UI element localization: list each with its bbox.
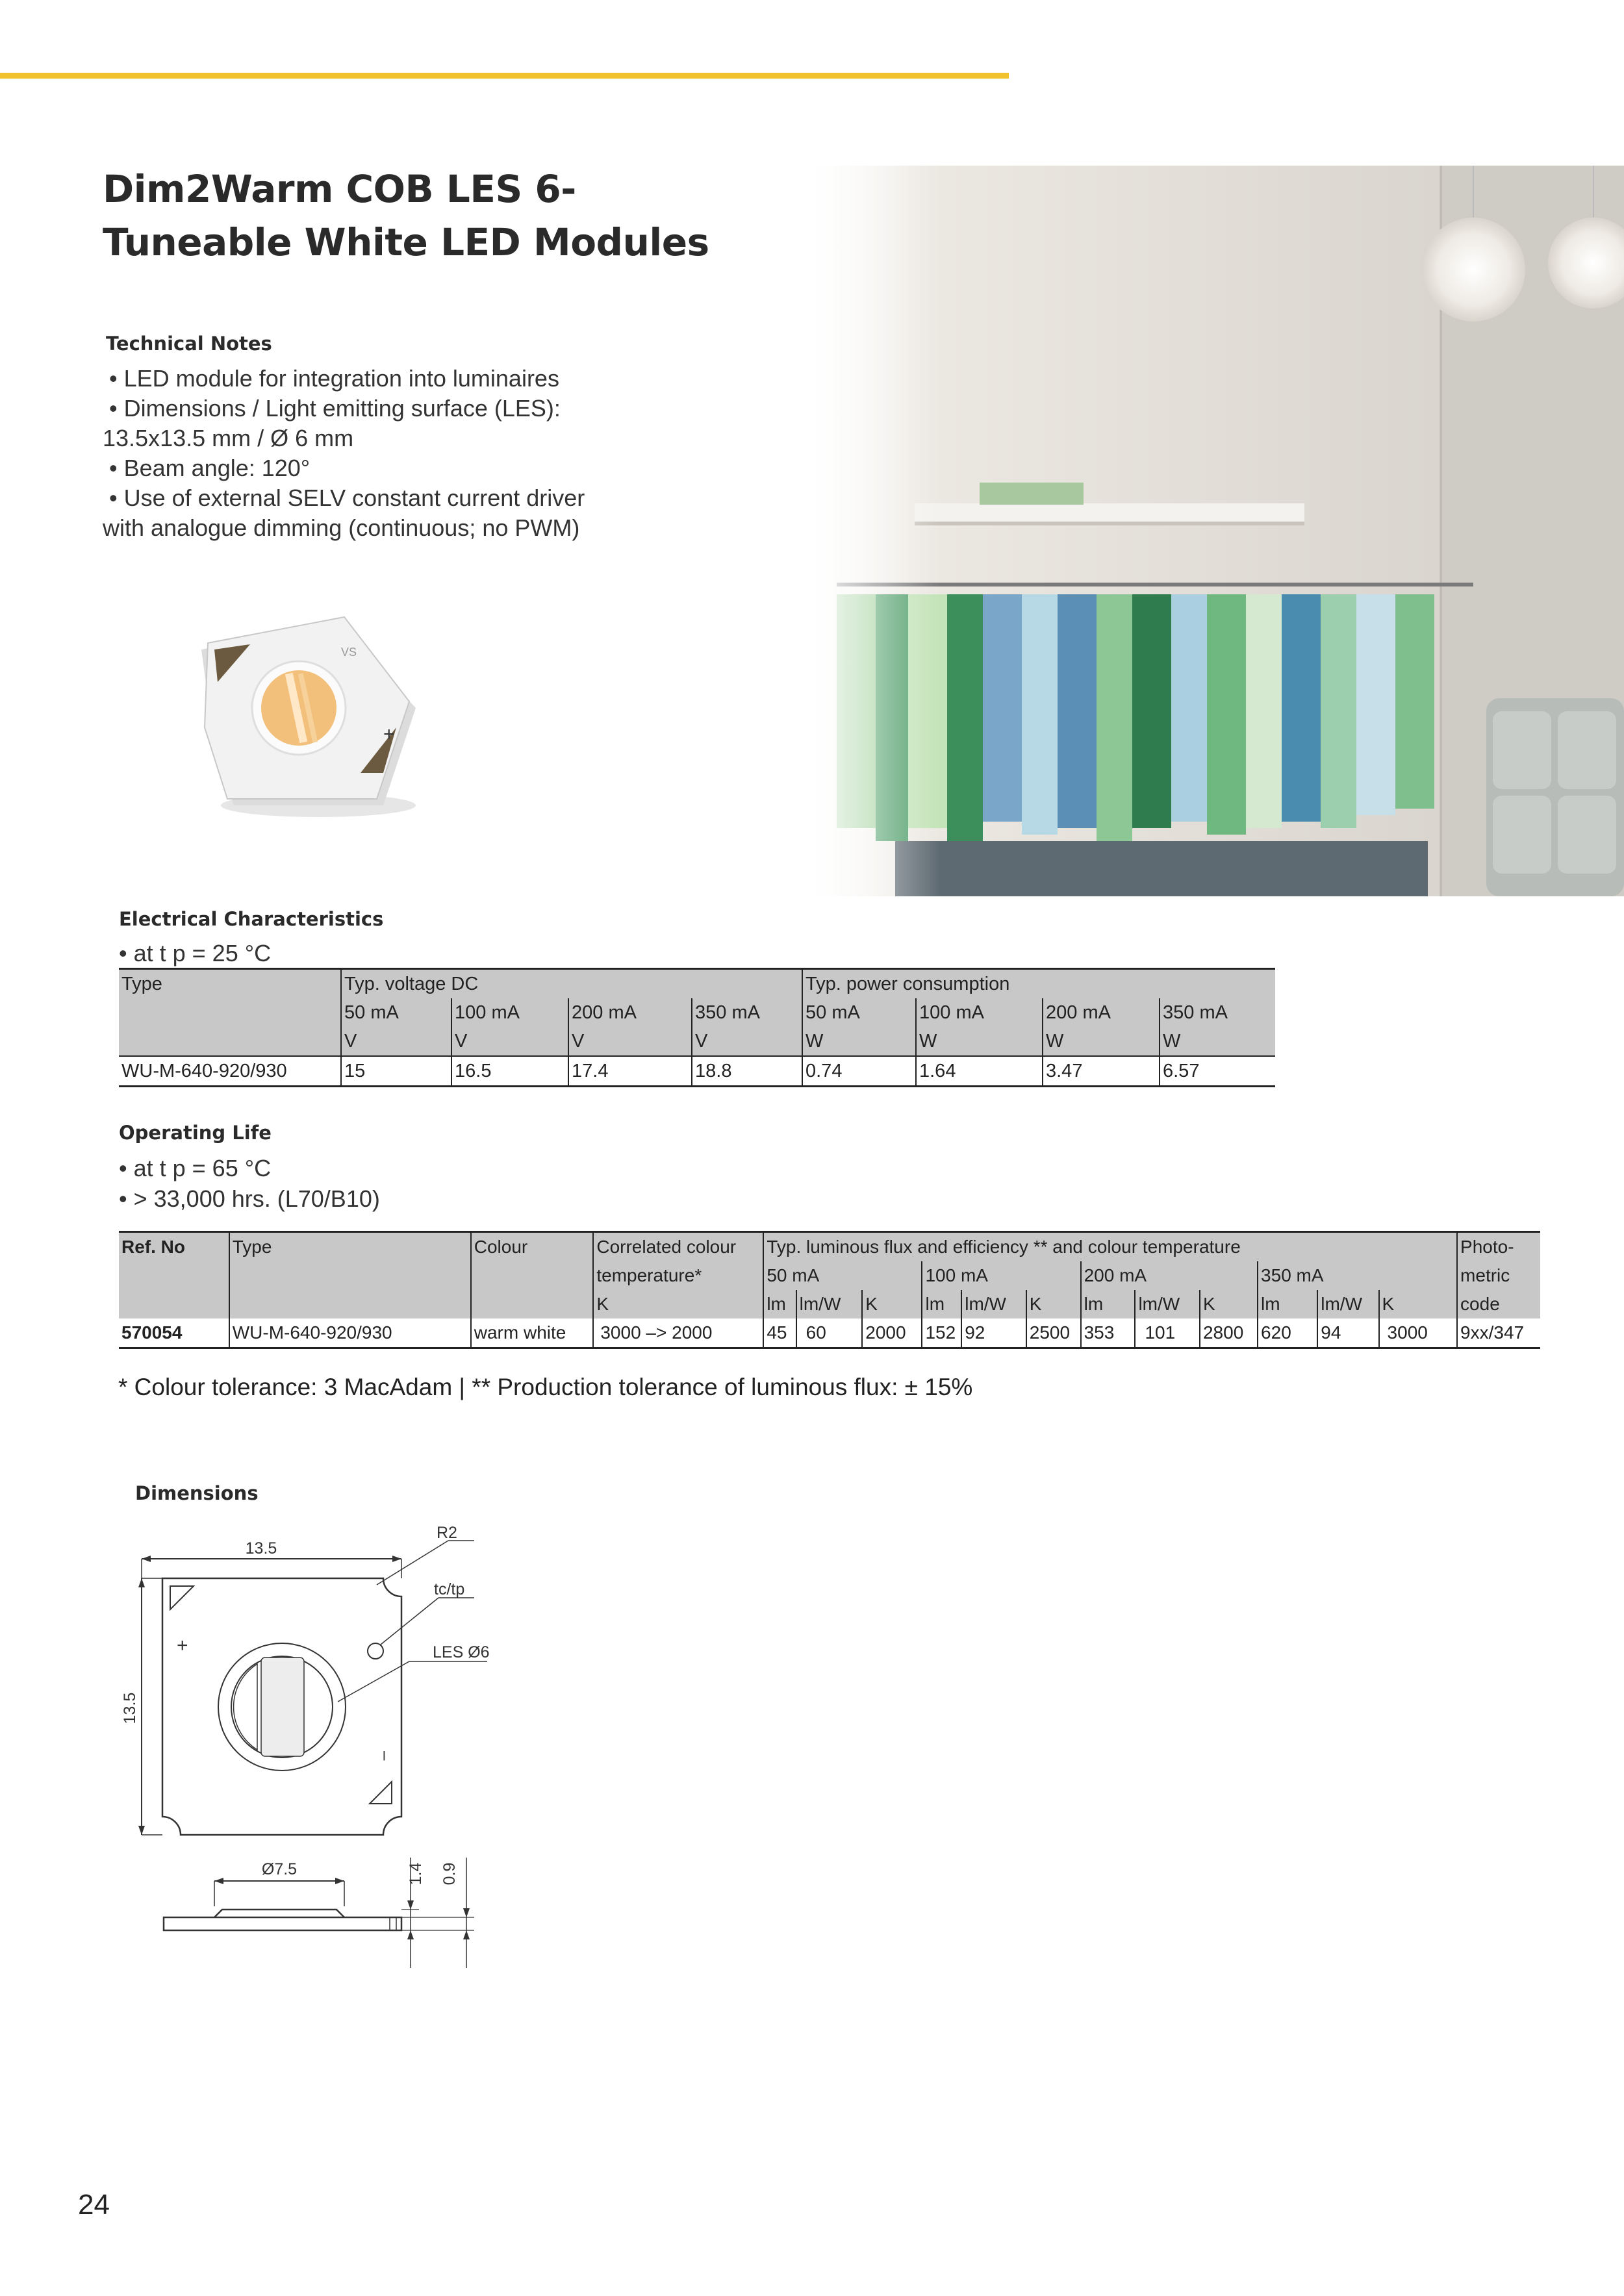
technical-notes-list [103, 364, 687, 543]
header-voltage: Typ. voltage DC [341, 969, 802, 999]
cell-power: 3.47 [1043, 1056, 1160, 1087]
plus-marker: + [177, 1635, 188, 1656]
header-type: Type [229, 1232, 471, 1262]
header-unit: lm/W [796, 1290, 863, 1318]
electrical-table [119, 968, 1275, 1087]
tc-point [368, 1643, 383, 1659]
width-label: 13.5 [245, 1539, 277, 1558]
cell-voltage: 18.8 [692, 1056, 802, 1087]
electrical-condition: • at t p = 25 °C [119, 940, 272, 966]
header-unit: lm/W [1135, 1290, 1200, 1318]
header-unit: V [568, 1027, 692, 1056]
header-power: Typ. power consumption [802, 969, 1275, 999]
svg-text:+: + [383, 724, 395, 745]
diameter-label: Ø7.5 [261, 1860, 298, 1878]
header-unit: lm/W [961, 1290, 1026, 1318]
title-line-1: Dim2Warm COB LES 6- [103, 167, 576, 211]
table-header-row [119, 1261, 1540, 1290]
header-flux: Typ. luminous flux and efficiency ** and colour temperature [763, 1232, 1457, 1262]
cell-value: 94 [1317, 1318, 1378, 1348]
header-photometric: metric [1457, 1261, 1540, 1290]
header-current: 50 mA [763, 1261, 922, 1290]
cell-value: 45 [763, 1318, 796, 1348]
cell-value: 353 [1081, 1318, 1136, 1348]
cell-ref: 570054 [119, 1318, 229, 1348]
header-cct-unit: K [593, 1290, 763, 1318]
header-unit: W [1043, 1027, 1160, 1056]
header-current: 100 mA [922, 1261, 1080, 1290]
cell-power: 0.74 [802, 1056, 916, 1087]
header-unit: W [802, 1027, 916, 1056]
header-ref: Ref. No [119, 1232, 229, 1262]
cell-value: 60 [796, 1318, 863, 1348]
table-header-row [119, 1232, 1540, 1262]
cell-voltage: 15 [341, 1056, 451, 1087]
header-unit: lm [1258, 1290, 1317, 1318]
header-unit: V [341, 1027, 451, 1056]
header-current: 100 mA [916, 998, 1043, 1027]
cell-value: 2000 [862, 1318, 922, 1348]
table-row [119, 1318, 1540, 1348]
dimensions-heading: Dimensions [135, 1482, 259, 1504]
table-row [119, 1056, 1275, 1087]
cell-cct: 3000 –> 2000 [593, 1318, 763, 1348]
header-unit: K [1200, 1290, 1258, 1318]
operating-life-line: • at t p = 65 °C [119, 1155, 272, 1181]
header-type: Type [119, 969, 341, 999]
operating-life-heading: Operating Life [119, 1122, 272, 1144]
header-unit: W [916, 1027, 1043, 1056]
table-header-row [119, 1290, 1540, 1318]
header-current: 350 mA [1160, 998, 1275, 1027]
header-current: 350 mA [692, 998, 802, 1027]
cell-value: 2800 [1200, 1318, 1258, 1348]
accent-bar [0, 73, 1009, 79]
note-line: • LED module for integration into luminaires [109, 365, 559, 392]
header-current: 200 mA [1081, 1261, 1258, 1290]
cell-value: 2500 [1026, 1318, 1081, 1348]
header-photometric: code [1457, 1290, 1540, 1318]
side-view-board [164, 1917, 401, 1930]
tc-label: tc/tp [434, 1580, 465, 1598]
table-header-row [119, 1027, 1275, 1056]
technical-notes-heading: Technical Notes [106, 333, 272, 355]
title-line-2: Tuneable White LED Modules [103, 220, 709, 264]
side-view-lens [214, 1910, 344, 1917]
les-emitter [261, 1658, 304, 1756]
dimension-drawing [110, 1513, 552, 1981]
header-unit: lm [1081, 1290, 1136, 1318]
header-unit: lm [922, 1290, 961, 1318]
header-photometric: Photo- [1457, 1232, 1540, 1262]
header-unit: V [451, 1027, 568, 1056]
header-current: 50 mA [341, 998, 451, 1027]
header-cct: temperature* [593, 1261, 763, 1290]
thickness-label-2: 0.9 [440, 1862, 459, 1886]
led-module-photo [188, 611, 435, 825]
header-unit: W [1160, 1027, 1275, 1056]
operating-life-line: • > 33,000 hrs. (L70/B10) [119, 1185, 380, 1212]
header-current: 50 mA [802, 998, 916, 1027]
thickness-label-1: 1.4 [407, 1862, 425, 1886]
cell-photometric: 9xx/347 [1457, 1318, 1540, 1348]
header-unit: lm [763, 1290, 796, 1318]
header-unit: K [862, 1290, 922, 1318]
cell-voltage: 16.5 [451, 1056, 568, 1087]
svg-text:VS: VS [341, 646, 357, 659]
header-unit: K [1379, 1290, 1458, 1318]
header-colour: Colour [471, 1232, 594, 1262]
minus-marker: – [376, 1751, 396, 1761]
cell-type: WU-M-640-920/930 [119, 1056, 341, 1087]
page-number: 24 [78, 2189, 110, 2221]
cell-colour: warm white [471, 1318, 594, 1348]
note-line: 13.5x13.5 mm / Ø 6 mm [103, 425, 354, 451]
header-unit: V [692, 1027, 802, 1056]
header-current: 200 mA [568, 998, 692, 1027]
corner-marker [170, 1586, 194, 1609]
corner-marker [370, 1782, 392, 1804]
footnote: * Colour tolerance: 3 MacAdam | ** Production tolerance of luminous flux: ± 15% [118, 1374, 973, 1400]
cell-value: 620 [1258, 1318, 1317, 1348]
note-line: with analogue dimming (continuous; no PWM) [103, 514, 580, 541]
cell-power: 1.64 [916, 1056, 1043, 1087]
header-unit: lm/W [1317, 1290, 1378, 1318]
les-label: LES Ø6 [433, 1643, 490, 1661]
height-label: 13.5 [121, 1692, 139, 1724]
cell-type: WU-M-640-920/930 [229, 1318, 471, 1348]
shop-interior-photo [798, 166, 1624, 896]
header-current: 200 mA [1043, 998, 1160, 1027]
note-line: • Use of external SELV constant current driver [109, 485, 585, 511]
cell-voltage: 17.4 [568, 1056, 692, 1087]
radius-label: R2 [437, 1524, 457, 1542]
note-line: • Beam angle: 120° [109, 455, 311, 481]
header-cct: Correlated colour [593, 1232, 763, 1262]
cell-power: 6.57 [1160, 1056, 1275, 1087]
electrical-heading: Electrical Characteristics [119, 908, 384, 930]
header-current: 100 mA [451, 998, 568, 1027]
cell-value: 3000 [1379, 1318, 1458, 1348]
product-table [119, 1231, 1540, 1349]
header-current: 350 mA [1258, 1261, 1457, 1290]
header-unit: K [1026, 1290, 1081, 1318]
table-header-row [119, 969, 1275, 999]
cell-value: 101 [1135, 1318, 1200, 1348]
cell-value: 92 [961, 1318, 1026, 1348]
cell-value: 152 [922, 1318, 961, 1348]
note-line: • Dimensions / Light emitting surface (LES): [109, 395, 561, 422]
page-title [103, 162, 752, 269]
table-header-row [119, 998, 1275, 1027]
